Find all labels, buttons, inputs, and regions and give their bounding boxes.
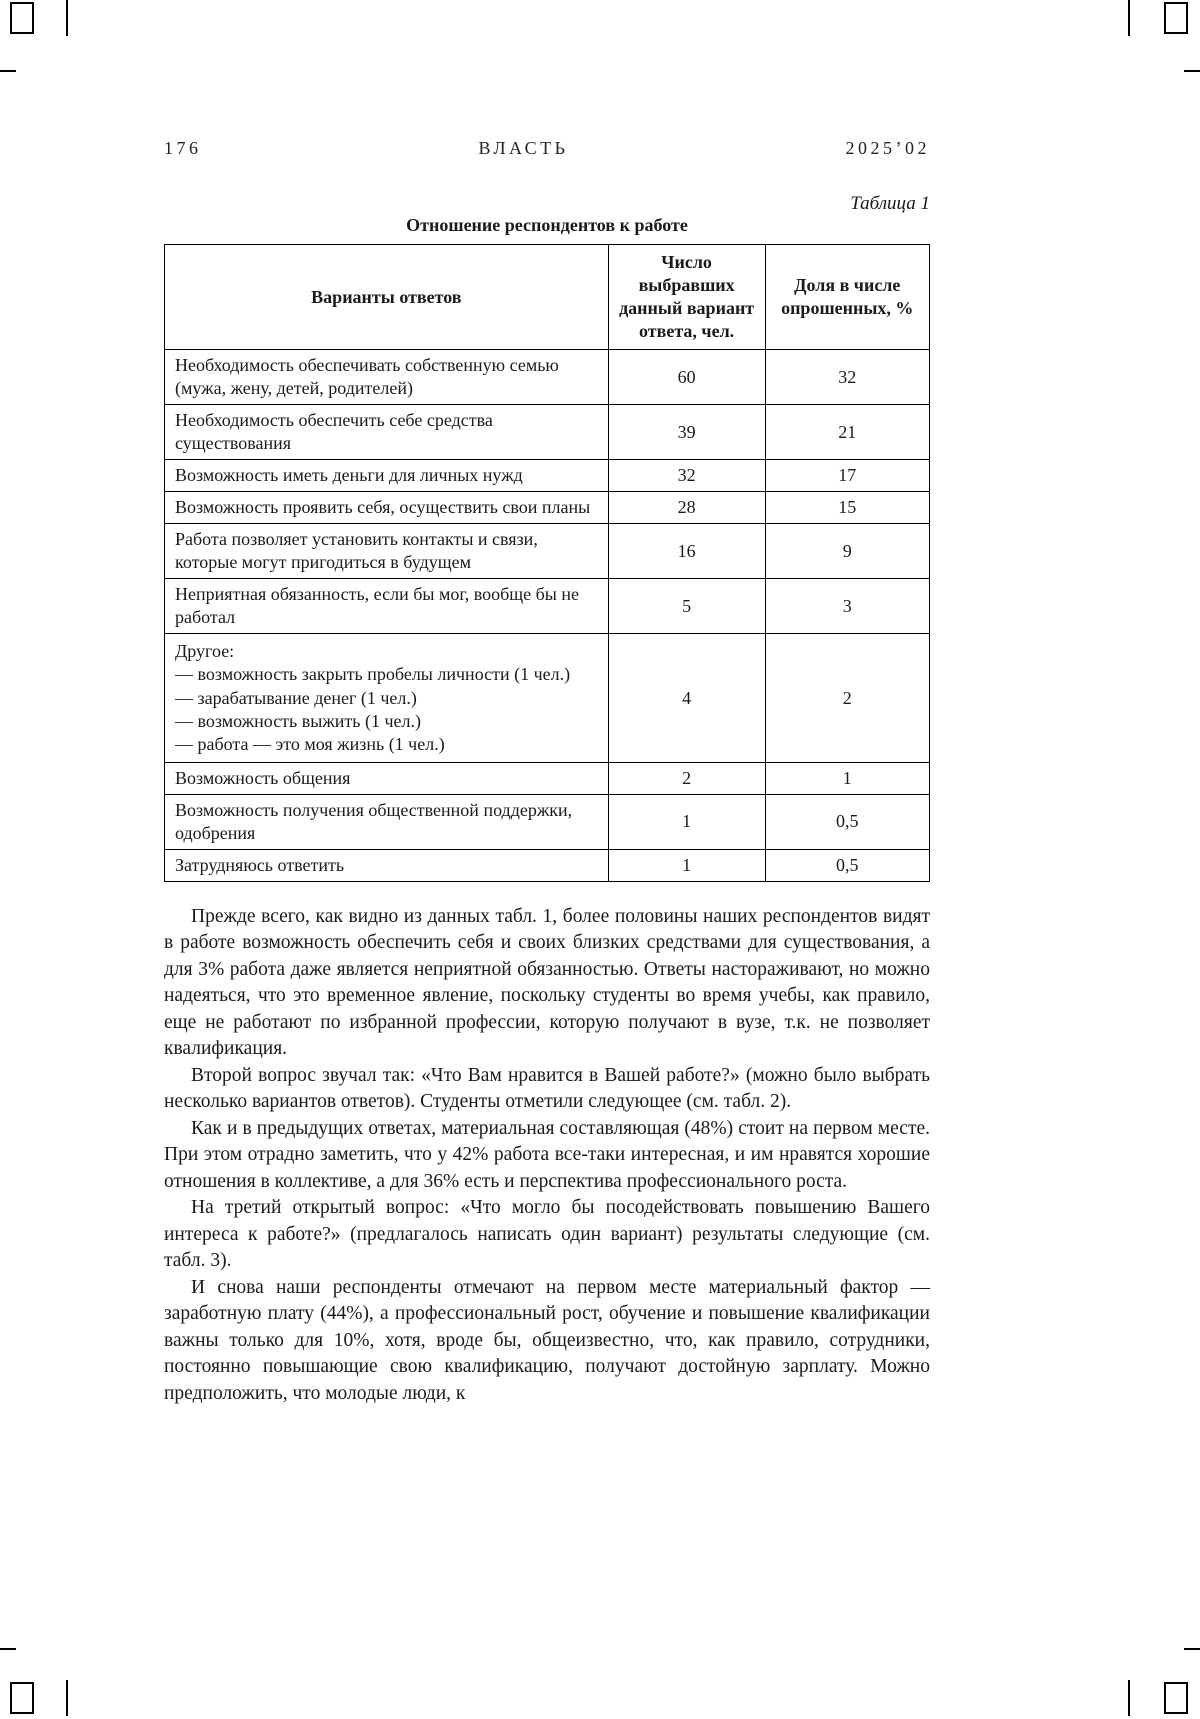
row-count: 2 [608,762,765,794]
row-option: Другое: — возможность закрыть пробелы личности (1 чел.) — зарабатывание денег (1 чел.) — возможность выжить (1 чел.) — работа — это моя жизнь (1 чел.) [165,634,609,762]
page-number: 176 [164,138,202,158]
crop-mark [1128,1680,1130,1716]
respondents-attitude-table [164,244,930,882]
row-option: Неприятная обязанность, если бы мог, вообще бы не работал [165,579,609,634]
row-option: Необходимость обеспечить себе средства существования [165,405,609,460]
row-share: 3 [765,579,929,634]
row-option: Возможность проявить себя, осуществить свои планы [165,492,609,524]
row-count: 1 [608,794,765,849]
row-option: Возможность общения [165,762,609,794]
paragraph: На третий открытый вопрос: «Что могло бы посодействовать повышению Вашего интереса к работе?» (предлагалось написать один вариант) результаты следующие (см. табл. 3). [164,1197,930,1272]
row-option: Возможность получения общественной поддержки, одобрения [165,794,609,849]
journal-title: ВЛАСТЬ [478,138,569,158]
row-share: 1 [765,762,929,794]
row-share: 0,5 [765,794,929,849]
row-count: 39 [608,405,765,460]
row-option: Работа позволяет установить контакты и связи, которые могут пригодиться в будущем [165,524,609,579]
table-caption: Таблица 1 [850,193,930,214]
crop-mark [1164,2,1188,34]
row-option: Затрудняюсь ответить [165,849,609,881]
table-row [165,405,930,460]
row-count: 32 [608,460,765,492]
table-row [165,524,930,579]
crop-mark [10,1682,34,1714]
crop-mark [1128,0,1130,36]
table-row [165,849,930,881]
row-share: 15 [765,492,929,524]
row-share: 2 [765,634,929,762]
table-row [165,794,930,849]
row-count: 60 [608,350,765,405]
row-count: 4 [608,634,765,762]
table-header-row [165,245,930,350]
paragraph: Как и в предыдущих ответах, материальная составляющая (48%) стоит на первом месте. При этом отрадно заметить, что у 42% работа все-таки интересная, и им нравятся хорошие отношения в коллективе, а для 36% есть и перспектива профессионального роста. [164,1117,930,1192]
row-option: Возможность иметь деньги для личных нужд [165,460,609,492]
paragraph: И снова наши респонденты отмечают на первом месте материальный фактор — заработную плату (44%), а профессиональный рост, обучение и повышение квалификации важны только для 10%, хотя, вроде бы, общеизвестно, что, как правило, сотрудники, постоянно повышающие свою квалификацию, получают достойную зарплату. Можно предположить, что молодые люди, к [164,1276,930,1404]
crop-mark [0,70,16,72]
row-count: 5 [608,579,765,634]
col-header-share: Доля в числе опрошенных, % [765,245,929,350]
table-row [165,350,930,405]
row-option: Необходимость обеспечивать собственную семью (мужа, жену, детей, родителей) [165,350,609,405]
paragraph: Прежде всего, как видно из данных табл. 1, более половины наших респондентов видят в работе возможность обеспечить себя и своих близких средствами для существования, а для 3% работа даже является неприятной обязанностью. Ответы настораживают, но можно надеяться, что это временное явление, поскольку студенты во время учебы, как правило, еще не работают по избранной профессии, которую получают в вузе, т.к. не позволяет квалификация. [164,905,930,1060]
col-header-options: Варианты ответов [165,245,609,350]
crop-mark [0,1648,16,1650]
crop-mark [10,2,34,34]
table-row [165,460,930,492]
crop-mark [1184,70,1200,72]
paragraph: Второй вопрос звучал так: «Что Вам нравится в Вашей работе?» (можно было выбрать несколько вариантов ответов). Студенты отметили следующее (см. табл. 2). [164,1064,930,1113]
row-share: 32 [765,350,929,405]
row-share: 21 [765,405,929,460]
table-row [165,634,930,762]
row-share: 17 [765,460,929,492]
table-row [165,492,930,524]
row-share: 9 [765,524,929,579]
running-head [164,138,930,159]
crop-mark [66,0,68,36]
issue-number: 2025’02 [845,138,930,158]
crop-mark [1164,1682,1188,1714]
table-title: Отношение респондентов к работе [406,215,688,235]
crop-mark [66,1680,68,1716]
row-count: 16 [608,524,765,579]
row-count: 28 [608,492,765,524]
table-row [165,762,930,794]
row-count: 1 [608,849,765,881]
col-header-count: Число выбравших данный вариант ответа, чел. [608,245,765,350]
crop-mark [1184,1648,1200,1650]
table-row [165,579,930,634]
page-content [164,138,930,1408]
row-share: 0,5 [765,849,929,881]
article-text [164,904,930,1408]
